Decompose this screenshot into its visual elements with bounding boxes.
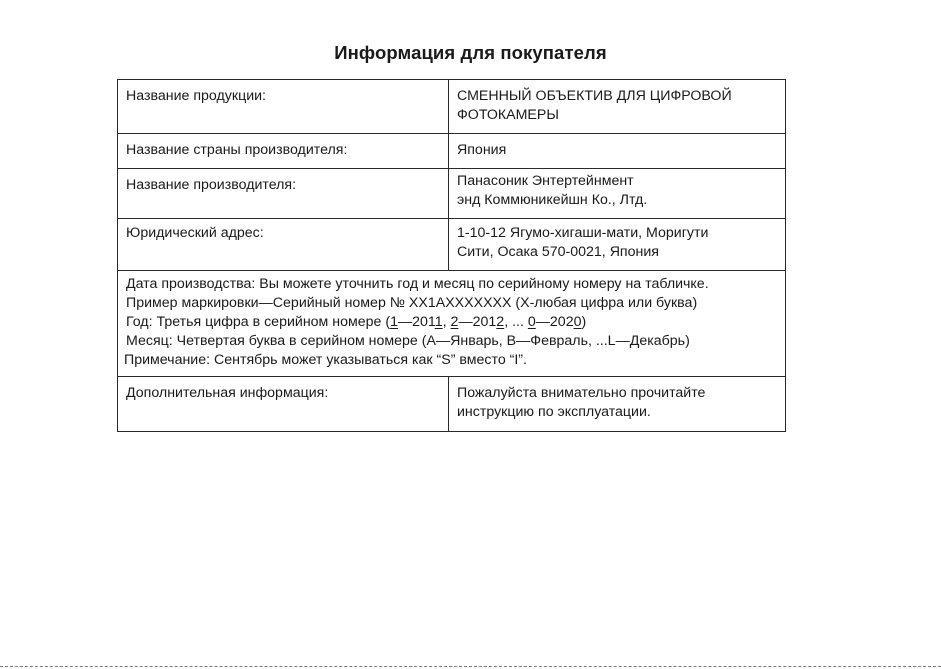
note-line: Примечание: Сентябрь может указываться как “S” вместо “I”.	[124, 352, 527, 368]
year-digit-1-example: 1	[434, 314, 443, 330]
production-date-line: Дата производства: Вы можете уточнить год и месяц по серийному номеру на табличке.	[126, 276, 709, 292]
label-cell	[118, 80, 449, 134]
label-cell	[118, 377, 449, 432]
value-cell	[449, 134, 786, 169]
month-line: Месяц: Четвертая буква в серийном номере (A—Январь, B—Февраль, ...L—Декабрь)	[126, 333, 690, 349]
page-bottom-rule	[0, 666, 941, 667]
table-row-country	[118, 134, 786, 169]
address-label: Юридический адрес:	[126, 225, 264, 241]
additional-value-line-1: Пожалуйста внимательно прочитайте	[457, 385, 706, 401]
label-cell	[118, 134, 449, 169]
label-cell	[118, 219, 449, 271]
year-digit-1: 1	[390, 314, 398, 330]
table-row-manufacturer	[118, 169, 786, 219]
address-value-line-2: Сити, Осака 570-0021, Япония	[457, 244, 659, 260]
year-digit-0: 0	[527, 314, 536, 330]
marking-example-line: Пример маркировки—Серийный номер № XX1AXXXXXXX (X-любая цифра или буква)	[126, 295, 698, 311]
value-cell	[449, 169, 786, 219]
table-row-product-name	[118, 80, 786, 134]
year-digit-2-example: 2	[496, 314, 505, 330]
buyer-info-table	[117, 79, 786, 432]
table-row-additional	[118, 377, 786, 432]
product-name-value-line-1: СМЕННЫЙ ОБЪЕКТИВ ДЛЯ ЦИФРОВОЙ	[457, 88, 732, 104]
year-line: Год: Третья цифра в серийном номере (1—2011, 2—2012, ... 0—2020)	[126, 314, 587, 330]
product-name-label: Название продукции:	[126, 88, 266, 104]
year-digit-0-example: 0	[573, 314, 582, 330]
value-cell	[449, 377, 786, 432]
manufacturer-value-line-1: Панасоник Энтертейнмент	[457, 173, 634, 189]
country-label: Название страны производителя:	[126, 142, 348, 158]
value-cell	[449, 219, 786, 271]
country-value: Япония	[457, 142, 507, 158]
year-digit-2: 2	[450, 314, 459, 330]
production-date-cell	[118, 271, 786, 377]
additional-label: Дополнительная информация:	[126, 385, 329, 401]
page-title: Информация для покупателя	[334, 42, 607, 63]
value-cell	[449, 80, 786, 134]
product-name-value-line-2: ФОТОКАМЕРЫ	[457, 107, 559, 123]
additional-value-line-2: инструкцию по эксплуатации.	[457, 404, 651, 420]
manufacturer-label: Название производителя:	[126, 177, 297, 193]
table-row-production-date	[118, 271, 786, 377]
address-value-line-1: 1-10-12 Ягумо-хигаши-мати, Моригути	[457, 225, 709, 241]
label-cell	[118, 169, 449, 219]
manufacturer-value-line-2: энд Коммюникейшн Ко., Лтд.	[457, 192, 648, 208]
table-row-address	[118, 219, 786, 271]
